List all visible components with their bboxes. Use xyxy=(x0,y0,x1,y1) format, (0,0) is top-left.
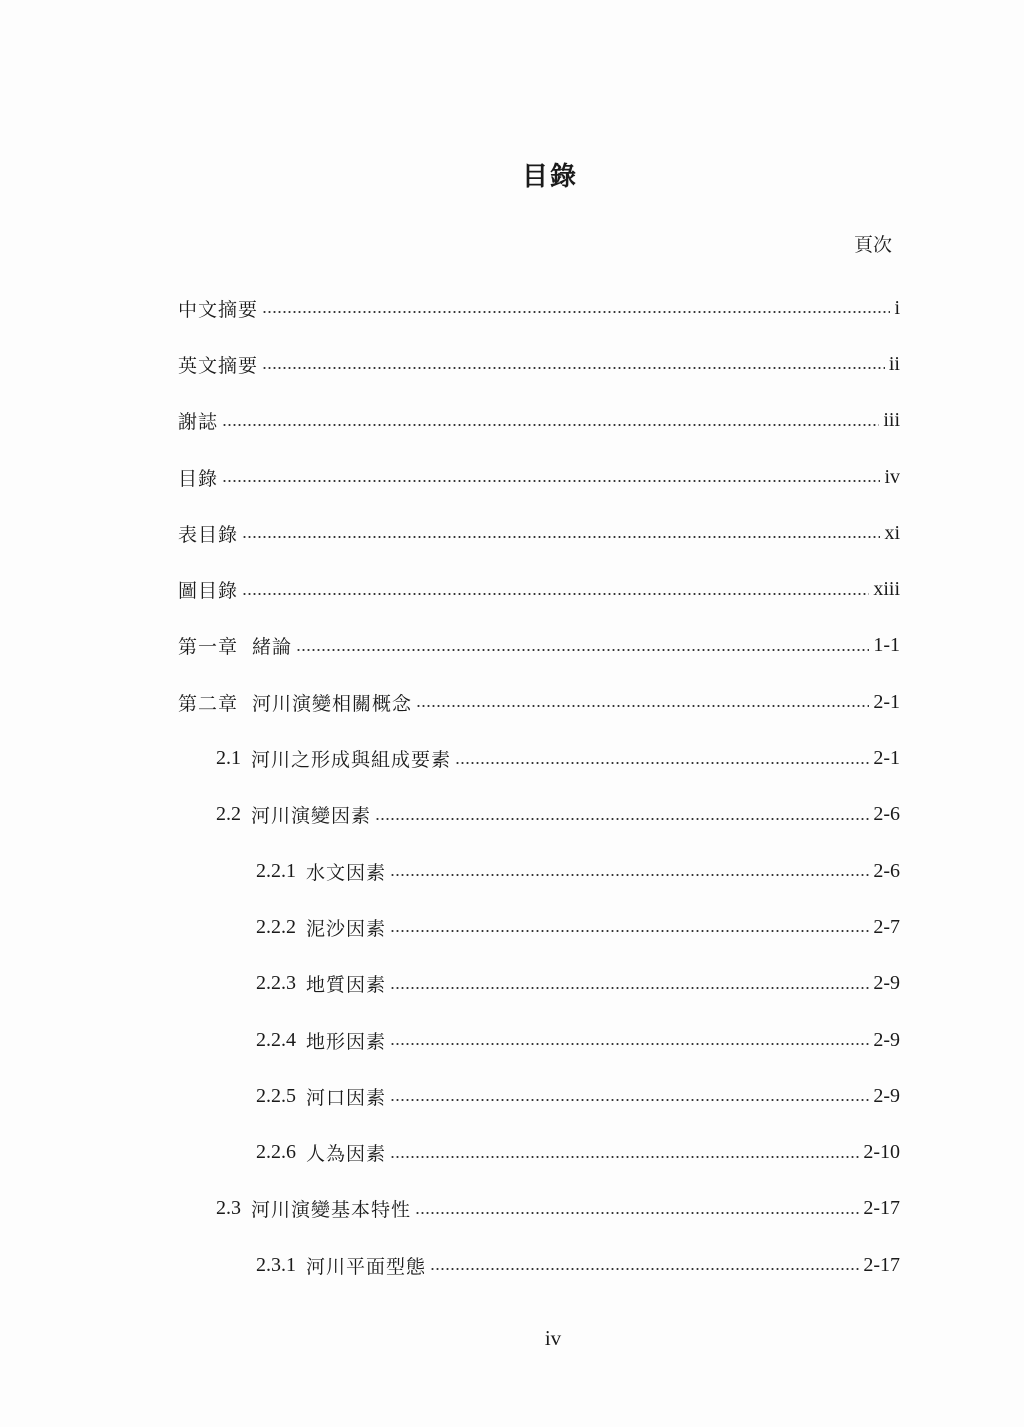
toc-entry-number: 第一章 xyxy=(178,636,239,659)
toc-entry xyxy=(178,449,900,505)
toc-entry-title: 河川平面型態 xyxy=(306,1255,427,1278)
toc-entry-page: xi xyxy=(884,521,900,544)
toc-entry-title: 地形因素 xyxy=(306,1030,387,1053)
toc-leader-dots xyxy=(242,536,880,538)
toc-entry-title: 緒論 xyxy=(252,636,293,659)
toc-leader-dots xyxy=(415,1212,859,1214)
toc-entry-number: 2.1 xyxy=(216,747,241,770)
toc-entry-title: 泥沙因素 xyxy=(306,917,387,940)
toc-entry-page: 1-1 xyxy=(873,634,900,657)
toc-entry-title: 目錄 xyxy=(178,467,219,490)
toc-leader-dots xyxy=(242,593,869,595)
toc-entry-number: 2.2.3 xyxy=(256,972,296,995)
toc-entry-title: 水文因素 xyxy=(306,861,387,884)
toc-leader-dots xyxy=(222,424,879,426)
toc-entry-number: 2.3 xyxy=(216,1197,241,1220)
toc-leader-dots xyxy=(390,1043,869,1045)
toc-leader-dots xyxy=(390,1099,869,1101)
toc-leader-dots xyxy=(390,987,869,989)
toc-entry xyxy=(178,730,900,786)
toc-entry-number: 第二章 xyxy=(178,692,239,715)
toc-entry xyxy=(178,1181,900,1237)
toc-entry-number: 2.2.1 xyxy=(256,859,296,882)
footer-page-number: iv xyxy=(544,1326,562,1350)
toc-entry xyxy=(178,505,900,561)
toc-leader-dots xyxy=(430,1268,859,1270)
toc-entry-page: 2-9 xyxy=(873,972,900,995)
page-title: 目錄 xyxy=(521,162,578,192)
toc-entry-title: 表目錄 xyxy=(178,523,239,546)
toc-entry xyxy=(178,336,900,392)
toc-entry xyxy=(178,787,900,843)
page-column-header: 頁次 xyxy=(853,234,892,256)
toc-entry xyxy=(178,393,900,449)
toc-leader-dots xyxy=(390,930,869,932)
toc-leader-dots xyxy=(455,762,869,764)
toc-entry-title: 河川演變相關概念 xyxy=(252,692,413,715)
toc-entry xyxy=(178,674,900,730)
toc-entry-title: 河口因素 xyxy=(306,1086,387,1109)
toc-leader-dots xyxy=(390,874,869,876)
toc-entry-title: 英文摘要 xyxy=(178,354,259,377)
toc-entry-page: ii xyxy=(888,352,900,375)
toc-entry-title: 河川之形成與組成要素 xyxy=(251,749,452,772)
toc-leader-dots xyxy=(296,649,869,651)
toc-entry-page: 2-1 xyxy=(873,690,900,713)
toc-entry-page: xiii xyxy=(873,578,900,601)
toc-entry-page: iv xyxy=(884,465,900,488)
toc-entry-page: 2-6 xyxy=(873,803,900,826)
toc-entry xyxy=(178,1124,900,1180)
toc-entry-number: 2.3.1 xyxy=(256,1253,296,1276)
toc-entry xyxy=(178,618,900,674)
toc-entry-title: 中文摘要 xyxy=(178,298,259,321)
toc-entry xyxy=(178,1237,900,1293)
toc-entry-page: iii xyxy=(883,409,900,432)
table-of-contents xyxy=(178,280,900,1293)
toc-entry-number: 2.2.2 xyxy=(256,915,296,938)
toc-entry-page: i xyxy=(894,296,900,319)
toc-leader-dots xyxy=(262,367,885,369)
toc-leader-dots xyxy=(375,818,869,820)
toc-entry xyxy=(178,843,900,899)
toc-entry-page: 2-9 xyxy=(873,1028,900,1051)
toc-entry xyxy=(178,561,900,617)
toc-entry xyxy=(178,899,900,955)
toc-entry-page: 2-1 xyxy=(873,747,900,770)
toc-entry-number: 2.2.5 xyxy=(256,1084,296,1107)
toc-entry-title: 河川演變基本特性 xyxy=(251,1199,412,1222)
toc-entry xyxy=(178,956,900,1012)
toc-entry-page: 2-10 xyxy=(863,1141,900,1164)
toc-entry xyxy=(178,1012,900,1068)
toc-entry xyxy=(178,1068,900,1124)
toc-leader-dots xyxy=(262,311,890,313)
toc-entry-title: 人為因素 xyxy=(306,1143,387,1166)
toc-entry-number: 2.2.6 xyxy=(256,1141,296,1164)
toc-entry-page: 2-6 xyxy=(873,859,900,882)
toc-entry-title: 河川演變因素 xyxy=(251,805,372,828)
toc-entry-page: 2-17 xyxy=(863,1197,900,1220)
toc-entry-page: 2-7 xyxy=(873,915,900,938)
toc-entry-title: 謝誌 xyxy=(178,411,219,434)
toc-leader-dots xyxy=(390,1156,859,1158)
toc-entry-number: 2.2.4 xyxy=(256,1028,296,1051)
toc-entry xyxy=(178,280,900,336)
toc-entry-title: 地質因素 xyxy=(306,974,387,997)
toc-entry-page: 2-17 xyxy=(863,1253,900,1276)
toc-leader-dots xyxy=(416,705,869,707)
toc-entry-title: 圖目錄 xyxy=(178,580,239,603)
toc-leader-dots xyxy=(222,480,880,482)
toc-entry-page: 2-9 xyxy=(873,1084,900,1107)
toc-entry-number: 2.2 xyxy=(216,803,241,826)
